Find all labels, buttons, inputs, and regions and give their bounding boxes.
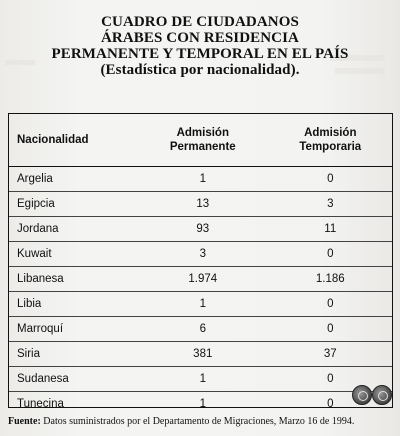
cell-temporary: 0	[269, 316, 392, 341]
cell-temporary: 11	[269, 216, 392, 241]
cell-temporary: 0	[269, 291, 392, 316]
table-row	[9, 291, 392, 316]
cell-nationality: Tunecina	[17, 397, 64, 410]
source-label: Fuente:	[8, 416, 41, 427]
cell-nationality: Jordana	[9, 216, 137, 241]
cell-temporary: 0	[269, 366, 392, 391]
cell-permanent: 93	[137, 216, 269, 241]
cell-permanent: 381	[137, 341, 269, 366]
title-line: ÁRABES CON RESIDENCIA	[101, 30, 299, 46]
cell-permanent: 1	[199, 397, 206, 410]
header-temporary-line1: Admisión	[304, 126, 357, 139]
cell-temporary: 37	[269, 341, 392, 366]
header-temporary	[269, 114, 392, 166]
cell-permanent: 1	[137, 166, 269, 191]
page-title	[40, 14, 360, 78]
header-permanent	[137, 114, 269, 166]
table-row	[9, 316, 392, 341]
source-note	[8, 416, 354, 427]
cell-nationality: Libia	[9, 291, 137, 316]
cell-nationality: Siria	[9, 341, 137, 366]
header-nationality: Nacionalidad	[9, 114, 137, 166]
cell-temporary: 0	[269, 241, 392, 266]
cell-nationality: Egipcia	[9, 191, 137, 216]
cell-permanent: 6	[137, 316, 269, 341]
header-permanent-line2: Permanente	[169, 140, 236, 153]
title-line: (Estadística por nacionalidad).	[100, 62, 300, 78]
cell-nationality: Argelia	[9, 166, 137, 191]
table-row	[9, 191, 392, 216]
table-row	[9, 216, 392, 241]
cell-nationality: Sudanesa	[9, 366, 137, 391]
source-text: Datos suministrados por el Departamento de Migraciones, Marzo 16 de 1994.	[40, 416, 355, 427]
cell-permanent: 1	[137, 291, 269, 316]
table-row	[9, 241, 392, 266]
cell-temporary: 0	[327, 397, 334, 410]
cell-permanent: 1	[137, 366, 269, 391]
table-header-row	[9, 114, 392, 166]
table-row	[9, 341, 392, 366]
cell-nationality: Marroquí	[9, 316, 137, 341]
header-temporary-line2: Temporaria	[299, 140, 362, 153]
cell-temporary: 3	[269, 191, 392, 216]
nationality-table	[9, 114, 392, 416]
table-row	[9, 391, 392, 416]
cell-permanent: 3	[137, 241, 269, 266]
title-line: PERMANENTE Y TEMPORAL EN EL PAÍS	[51, 46, 349, 62]
cell-temporary: 1.186	[269, 266, 392, 291]
cell-permanent: 13	[137, 191, 269, 216]
nationality-table-frame	[8, 113, 393, 408]
header-permanent-line1: Admisión	[176, 126, 229, 139]
title-line: CUADRO DE CIUDADANOS	[101, 14, 299, 30]
table-row	[9, 166, 392, 191]
cell-nationality: Libanesa	[9, 266, 137, 291]
cell-nationality: Kuwait	[9, 241, 137, 266]
table-row	[9, 266, 392, 291]
circular-stamp-icon	[372, 385, 392, 405]
circular-stamp-icon	[352, 385, 372, 405]
bleed-through-mark	[5, 60, 35, 65]
table-row	[9, 366, 392, 391]
cell-permanent: 1.974	[137, 266, 269, 291]
cell-temporary: 0	[269, 166, 392, 191]
